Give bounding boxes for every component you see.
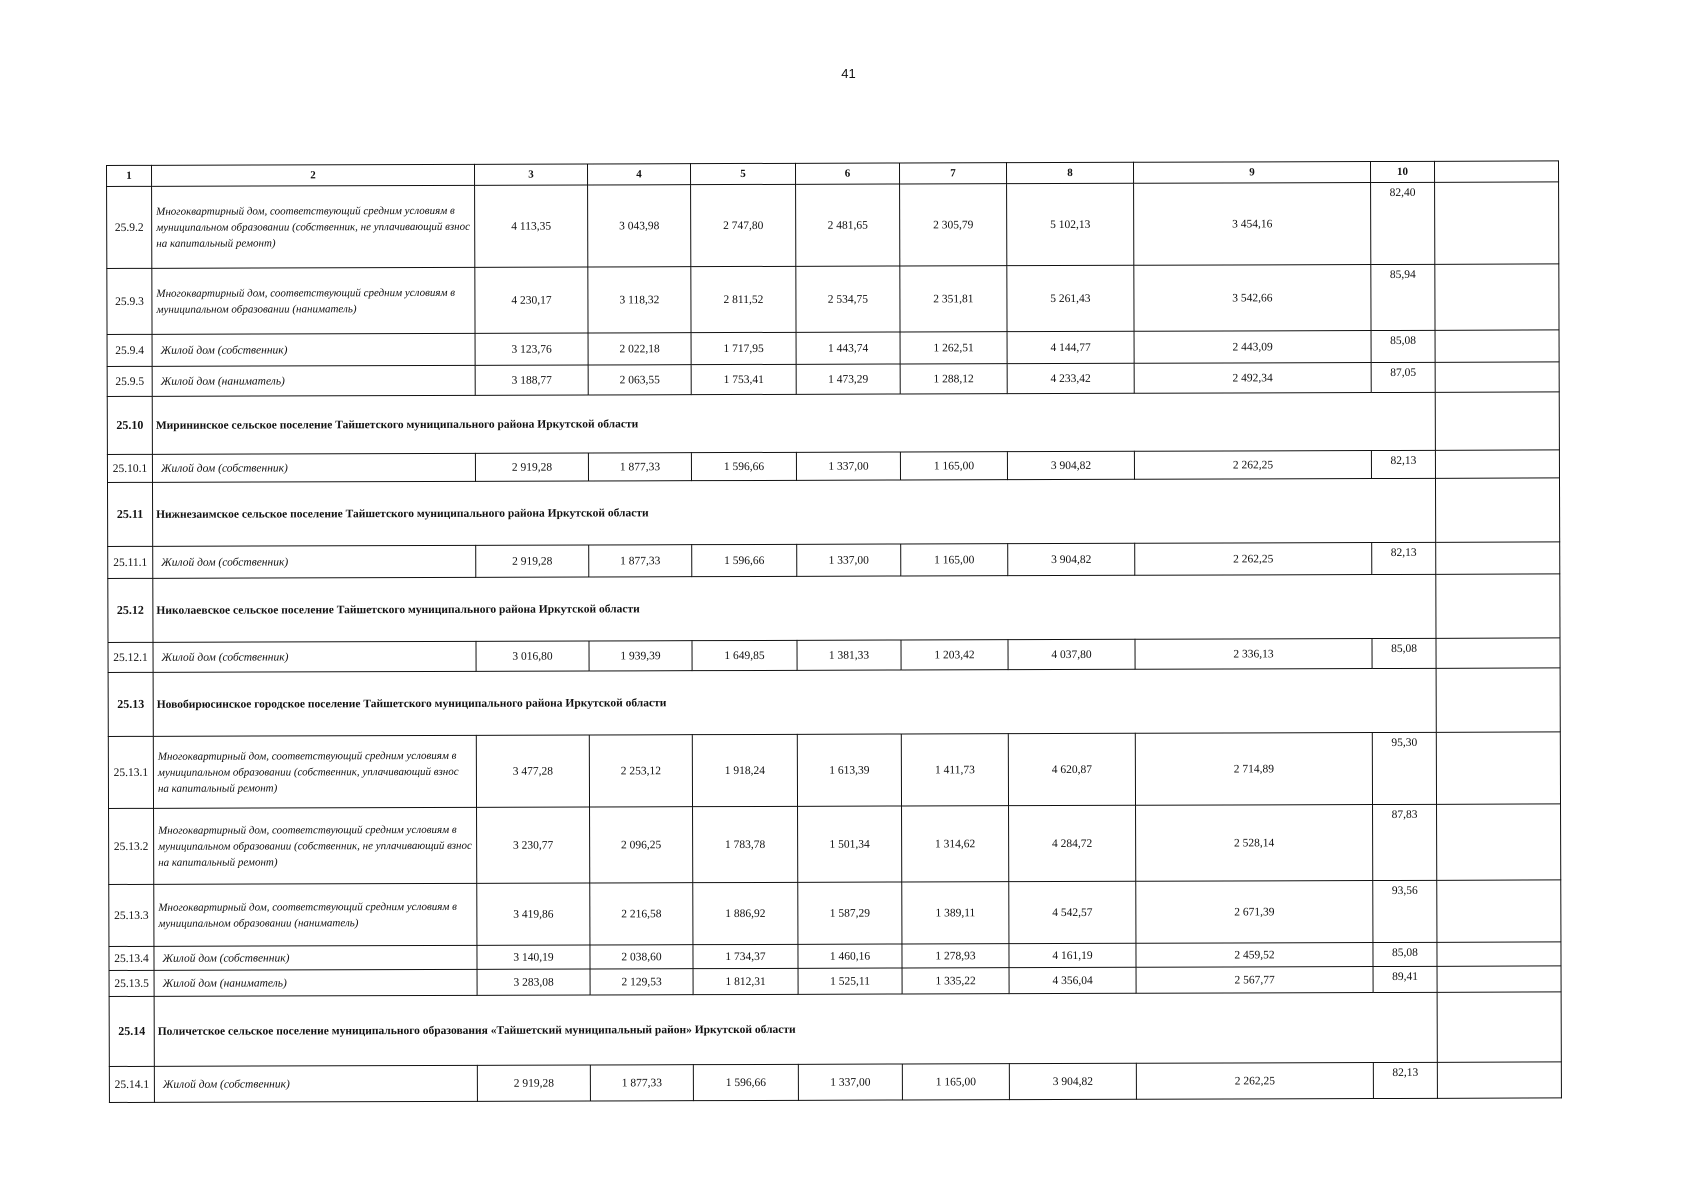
header-cell: 1: [107, 165, 152, 186]
value-cell: 4 542,57: [1009, 881, 1136, 943]
value-cell: 5 261,43: [1007, 265, 1134, 331]
page-number: 41: [841, 66, 856, 81]
value-cell-col10: 87,05: [1371, 362, 1435, 392]
value-cell: 2 262,25: [1134, 451, 1371, 480]
value-cell: 3 283,08: [477, 969, 590, 995]
value-cell: 4 144,77: [1007, 331, 1134, 363]
row-description: Многоквартирный дом, соответствующий средним условиям в муниципальном образовании (наниматель): [154, 883, 477, 946]
value-cell: 3 016,80: [476, 641, 589, 671]
blank-cell: [1436, 668, 1560, 732]
table-row: [109, 804, 1561, 885]
blank-cell: [1435, 362, 1559, 392]
value-cell: 2 129,53: [590, 969, 693, 995]
blank-cell: [1435, 450, 1559, 478]
value-cell-col10: 87,83: [1373, 804, 1437, 880]
value-cell: 2 216,58: [590, 883, 693, 945]
row-description: Жилой дом (наниматель): [154, 969, 477, 996]
value-cell: 1 596,66: [692, 544, 797, 576]
blank-cell: [1436, 732, 1560, 804]
section-title: Мирининское сельское поселение Тайшетского муниципального района Иркутской области: [152, 392, 1435, 454]
table-row: [107, 182, 1559, 269]
header-cell: 9: [1133, 162, 1370, 184]
value-cell: 3 140,19: [477, 945, 590, 969]
value-cell: 2 747,80: [691, 184, 796, 266]
table-row: [107, 330, 1559, 367]
value-cell: 4 284,72: [1009, 805, 1136, 881]
value-cell: 4 620,87: [1008, 733, 1135, 805]
row-description: Многоквартирный дом, соответствующий средним условиям в муниципальном образовании (наниматель): [152, 267, 475, 334]
value-cell: 1 389,11: [902, 882, 1009, 944]
table-row: [107, 264, 1559, 335]
value-cell: 2 305,79: [900, 184, 1007, 266]
value-cell: 3 542,66: [1134, 265, 1371, 332]
value-cell: 1 939,39: [589, 641, 692, 671]
row-description: Жилой дом (собственник): [154, 945, 477, 970]
value-cell: 2 443,09: [1134, 331, 1371, 364]
value-cell: 1 753,41: [691, 364, 796, 394]
blank-cell: [1436, 574, 1560, 638]
value-cell-col10: 85,08: [1373, 942, 1437, 966]
blank-cell: [1435, 182, 1559, 264]
value-cell: 3 188,77: [475, 365, 588, 395]
row-code: 25.9.3: [107, 268, 152, 334]
value-cell: 2 481,65: [796, 184, 900, 266]
value-cell: 1 886,92: [693, 882, 798, 944]
blank-cell: [1437, 992, 1561, 1062]
section-title: Новобирюсинское городское поселение Тайшетского муниципального района Иркутской области: [153, 668, 1436, 736]
row-code: 25.14.1: [109, 1066, 154, 1102]
blank-cell: [1435, 478, 1559, 542]
value-cell: 5 102,13: [1007, 183, 1134, 265]
value-cell: 1 165,00: [900, 452, 1007, 480]
blank-cell: [1436, 542, 1560, 574]
value-cell-col10: 93,56: [1373, 880, 1437, 942]
value-cell: 2 253,12: [589, 735, 692, 807]
value-cell: 2 919,28: [477, 1065, 590, 1101]
row-code: 25.9.5: [107, 366, 152, 396]
header-cell: 6: [795, 163, 899, 184]
value-cell: 1 877,33: [590, 1065, 693, 1101]
value-cell: 1 165,00: [902, 1064, 1009, 1100]
value-cell: 1 877,33: [589, 545, 692, 577]
section-code: 25.12: [108, 578, 153, 642]
value-cell: 1 381,33: [797, 640, 901, 670]
table-row: [108, 638, 1560, 673]
value-cell: 3 904,82: [1008, 543, 1135, 575]
row-description: Жилой дом (собственник): [154, 1065, 477, 1102]
value-cell: 1 877,33: [588, 453, 691, 481]
section-row: [107, 392, 1559, 455]
value-cell: 2 671,39: [1136, 881, 1373, 944]
section-code: 25.13: [108, 672, 153, 736]
section-code: 25.10: [107, 396, 152, 454]
section-title: Николаевское сельское поселение Тайшетского муниципального района Иркутской области: [153, 574, 1436, 642]
value-cell-col10: 82,13: [1372, 542, 1436, 574]
value-cell-col10: 82,13: [1371, 450, 1435, 478]
value-cell: 2 528,14: [1136, 805, 1373, 882]
blank-cell: [1435, 392, 1559, 450]
row-code: 25.11.1: [108, 546, 153, 578]
blank-cell: [1437, 880, 1561, 942]
value-cell-col10: 85,08: [1371, 330, 1435, 362]
row-code: 25.12.1: [108, 642, 153, 672]
value-cell: 2 063,55: [588, 365, 691, 395]
value-cell: 3 230,77: [477, 807, 590, 883]
value-cell: 1 411,73: [901, 734, 1008, 806]
value-cell: 2 022,18: [588, 333, 691, 365]
section-title: Поличетское сельское поселение муниципального образования «Тайшетский муниципальный район» Иркутской области: [154, 992, 1437, 1066]
value-cell: 2 919,28: [475, 453, 588, 481]
row-description: Многоквартирный дом, соответствующий средним условиям в муниципальном образовании (собственник, не уплачивающий взнос на капитальный ремонт): [154, 807, 477, 884]
value-cell: 4 233,42: [1007, 363, 1134, 393]
value-cell: 1 278,93: [902, 944, 1009, 968]
value-cell: 1 613,39: [797, 734, 901, 806]
row-code: 25.9.2: [107, 186, 152, 268]
value-cell: 2 336,13: [1135, 639, 1372, 670]
value-cell: 1 717,95: [691, 332, 796, 364]
value-cell: 4 113,35: [475, 185, 588, 267]
value-cell-col10: 89,41: [1373, 966, 1437, 992]
blank-cell: [1435, 264, 1559, 330]
value-cell-col10: 82,40: [1371, 182, 1435, 264]
value-cell: 2 534,75: [796, 266, 900, 332]
row-description: Жилой дом (наниматель): [152, 365, 475, 396]
blank-cell: [1437, 942, 1561, 966]
value-cell: 1 314,62: [902, 806, 1009, 882]
header-cell: 7: [899, 163, 1006, 184]
blank-cell: [1437, 1062, 1561, 1098]
value-cell: 1 203,42: [901, 640, 1008, 670]
header-cell: 5: [690, 163, 795, 184]
value-cell: 3 477,28: [476, 735, 589, 807]
row-code: 25.13.2: [109, 808, 154, 884]
value-cell: 1 783,78: [693, 806, 798, 882]
table-row: [107, 450, 1559, 483]
tariff-table: [106, 160, 1562, 1103]
value-cell: 1 337,00: [798, 1064, 902, 1100]
row-description: Многоквартирный дом, соответствующий средним условиям в муниципальном образовании (собственник, уплачивающий взнос на капитальный ремонт): [153, 735, 476, 808]
value-cell: 1 812,31: [693, 968, 798, 994]
value-cell: 2 567,77: [1136, 967, 1373, 994]
header-cell: 2: [152, 164, 475, 186]
table-row: [108, 542, 1560, 579]
value-cell: 3 904,82: [1009, 1063, 1136, 1099]
row-code: 25.13.5: [109, 970, 154, 996]
value-cell: 1 473,29: [796, 364, 900, 394]
row-code: 25.10.1: [107, 454, 152, 482]
section-code: 25.14: [109, 996, 154, 1066]
row-code: 25.13.1: [108, 736, 153, 808]
section-row: [107, 478, 1559, 547]
value-cell: 2 351,81: [900, 266, 1007, 332]
value-cell-col10: 85,94: [1371, 264, 1435, 330]
value-cell: 2 038,60: [590, 945, 693, 969]
table-row: [109, 880, 1561, 947]
value-cell: 2 714,89: [1135, 733, 1372, 806]
value-cell: 1 525,11: [798, 968, 902, 994]
value-cell: 4 161,19: [1009, 943, 1136, 967]
value-cell: 1 288,12: [900, 364, 1007, 394]
header-cell: 8: [1006, 162, 1133, 183]
value-cell: 3 904,82: [1007, 451, 1134, 479]
value-cell: 1 460,16: [798, 944, 902, 968]
value-cell-col10: 95,30: [1372, 732, 1436, 804]
section-row: [108, 574, 1560, 643]
value-cell: 4 230,17: [475, 267, 588, 333]
value-cell: 2 262,25: [1136, 1063, 1373, 1100]
value-cell: 1 596,66: [693, 1064, 798, 1100]
value-cell: 3 123,76: [475, 333, 588, 365]
value-cell: 2 919,28: [476, 545, 589, 577]
section-row: [108, 668, 1560, 737]
value-cell: 2 492,34: [1134, 363, 1371, 394]
row-code: 25.9.4: [107, 334, 152, 366]
value-cell: 3 454,16: [1134, 183, 1371, 266]
header-cell: 3: [474, 164, 587, 185]
value-cell: 1 501,34: [798, 806, 902, 882]
value-cell: 3 118,32: [588, 267, 691, 333]
value-cell: 1 918,24: [692, 734, 797, 806]
value-cell: 2 096,25: [590, 807, 693, 883]
row-description: Жилой дом (собственник): [152, 453, 475, 482]
table-row: [108, 732, 1560, 809]
blank-cell: [1435, 330, 1559, 362]
value-cell-col10: 85,08: [1372, 638, 1436, 668]
value-cell: 4 356,04: [1009, 967, 1136, 993]
value-cell: 2 459,52: [1136, 943, 1373, 968]
section-title: Нижнезаимское сельское поселение Тайшетского муниципального района Иркутской области: [152, 478, 1435, 546]
value-cell: 1 337,00: [797, 544, 901, 576]
value-cell: 2 262,25: [1135, 543, 1372, 576]
header-cell: 4: [587, 164, 690, 185]
value-cell: 1 337,00: [796, 452, 900, 480]
value-cell: 1 262,51: [900, 332, 1007, 364]
value-cell: 1 335,22: [902, 968, 1009, 994]
section-row: [109, 992, 1561, 1067]
value-cell: 1 165,00: [901, 544, 1008, 576]
value-cell: 2 811,52: [691, 266, 796, 332]
value-cell: 4 037,80: [1008, 639, 1135, 669]
value-cell: 3 419,86: [477, 883, 590, 945]
row-code: 25.13.3: [109, 884, 154, 946]
table-row: [109, 1062, 1561, 1103]
row-code: 25.13.4: [109, 946, 154, 970]
value-cell: 1 587,29: [798, 882, 902, 944]
value-cell: 3 043,98: [588, 185, 691, 267]
value-cell: 1 649,85: [692, 640, 797, 670]
blank-cell: [1437, 966, 1561, 992]
section-code: 25.11: [107, 482, 152, 546]
blank-cell: [1437, 804, 1561, 880]
table-row: [107, 362, 1559, 397]
row-description: Жилой дом (собственник): [153, 545, 476, 578]
value-cell: 1 596,66: [691, 452, 796, 480]
value-cell: 1 443,74: [796, 332, 900, 364]
value-cell-col10: 82,13: [1373, 1062, 1437, 1098]
row-description: Жилой дом (собственник): [152, 333, 475, 366]
blank-cell: [1434, 161, 1558, 182]
row-description: Жилой дом (собственник): [153, 641, 476, 672]
header-cell: 10: [1370, 161, 1434, 182]
blank-cell: [1436, 638, 1560, 668]
value-cell: 1 734,37: [693, 944, 798, 968]
row-description: Многоквартирный дом, соответствующий средним условиям в муниципальном образовании (собственник, не уплачивающий взнос на капитальный ремонт): [152, 185, 475, 268]
